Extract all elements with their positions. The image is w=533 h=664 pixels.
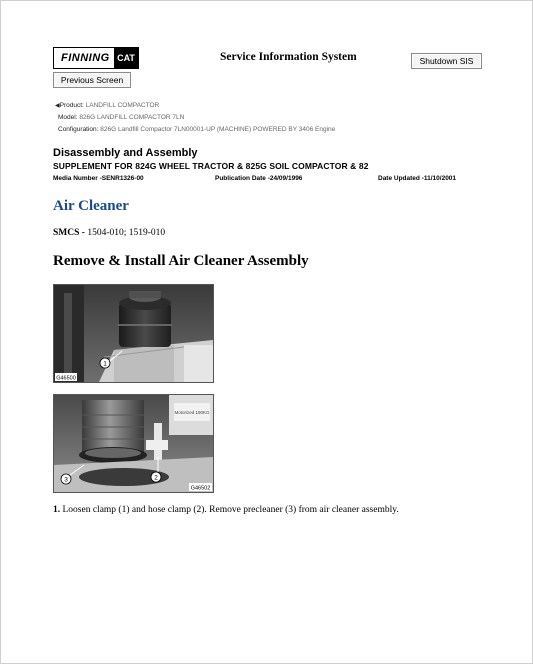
cat-badge: CAT [114, 48, 138, 68]
document-heading: Disassembly and Assembly [53, 147, 198, 159]
previous-screen-button[interactable]: Previous Screen [53, 72, 131, 88]
finning-cat-logo [53, 47, 139, 69]
configuration-value: 826G Landfill Compactor 7LN00001-UP (MACHINE) POWERED BY 3406 Engine [100, 126, 336, 133]
procedure-title: Remove & Install Air Cleaner Assembly [53, 253, 309, 269]
caret-icon: ◀ [55, 103, 60, 109]
smcs-label: SMCS - [53, 228, 85, 238]
product-label: Product: [59, 102, 84, 109]
section-title: Air Cleaner [53, 198, 129, 214]
date-updated: Date Updated -11/10/2001 [378, 175, 457, 182]
step-text: Loosen clamp (1) and hose clamp (2). Remove precleaner (3) from air cleaner assembly. [62, 505, 399, 515]
svg-text:G46500: G46500 [56, 375, 76, 382]
svg-text:3: 3 [64, 476, 68, 484]
model-line [58, 114, 184, 121]
product-line [55, 102, 159, 109]
configuration-label: Configuration: [58, 126, 99, 133]
configuration-line [58, 126, 335, 133]
media-number: Media Number -SENR1326-00 [53, 175, 144, 182]
air-cleaner-photo-1 [53, 284, 214, 383]
supplement-title: SUPPLEMENT FOR 824G WHEEL TRACTOR & 825G SOIL COMPACTOR & 82 [53, 161, 369, 171]
svg-text:G46502: G46502 [190, 485, 211, 492]
model-value: 826G LANDFILL COMPACTOR 7LN [79, 114, 185, 121]
logo-text: FINNING [61, 52, 110, 64]
shutdown-sis-button[interactable]: Shutdown SIS [411, 53, 482, 69]
product-value: LANDFILL COMPACTOR [85, 102, 160, 109]
publication-date: Publication Date -24/09/1996 [215, 175, 303, 182]
page-title: Service Information System [220, 51, 357, 63]
smcs-value: 1504-010; 1519-010 [87, 228, 166, 238]
svg-text:Motorized 190KG: Motorized 190KG [174, 410, 210, 415]
smcs-line [53, 228, 165, 238]
step-1 [53, 505, 399, 515]
svg-text:2: 2 [154, 474, 158, 482]
svg-text:1: 1 [103, 360, 107, 368]
step-number: 1. [53, 505, 61, 515]
model-label: Model: [58, 114, 78, 121]
air-cleaner-photo-2 [53, 394, 214, 493]
